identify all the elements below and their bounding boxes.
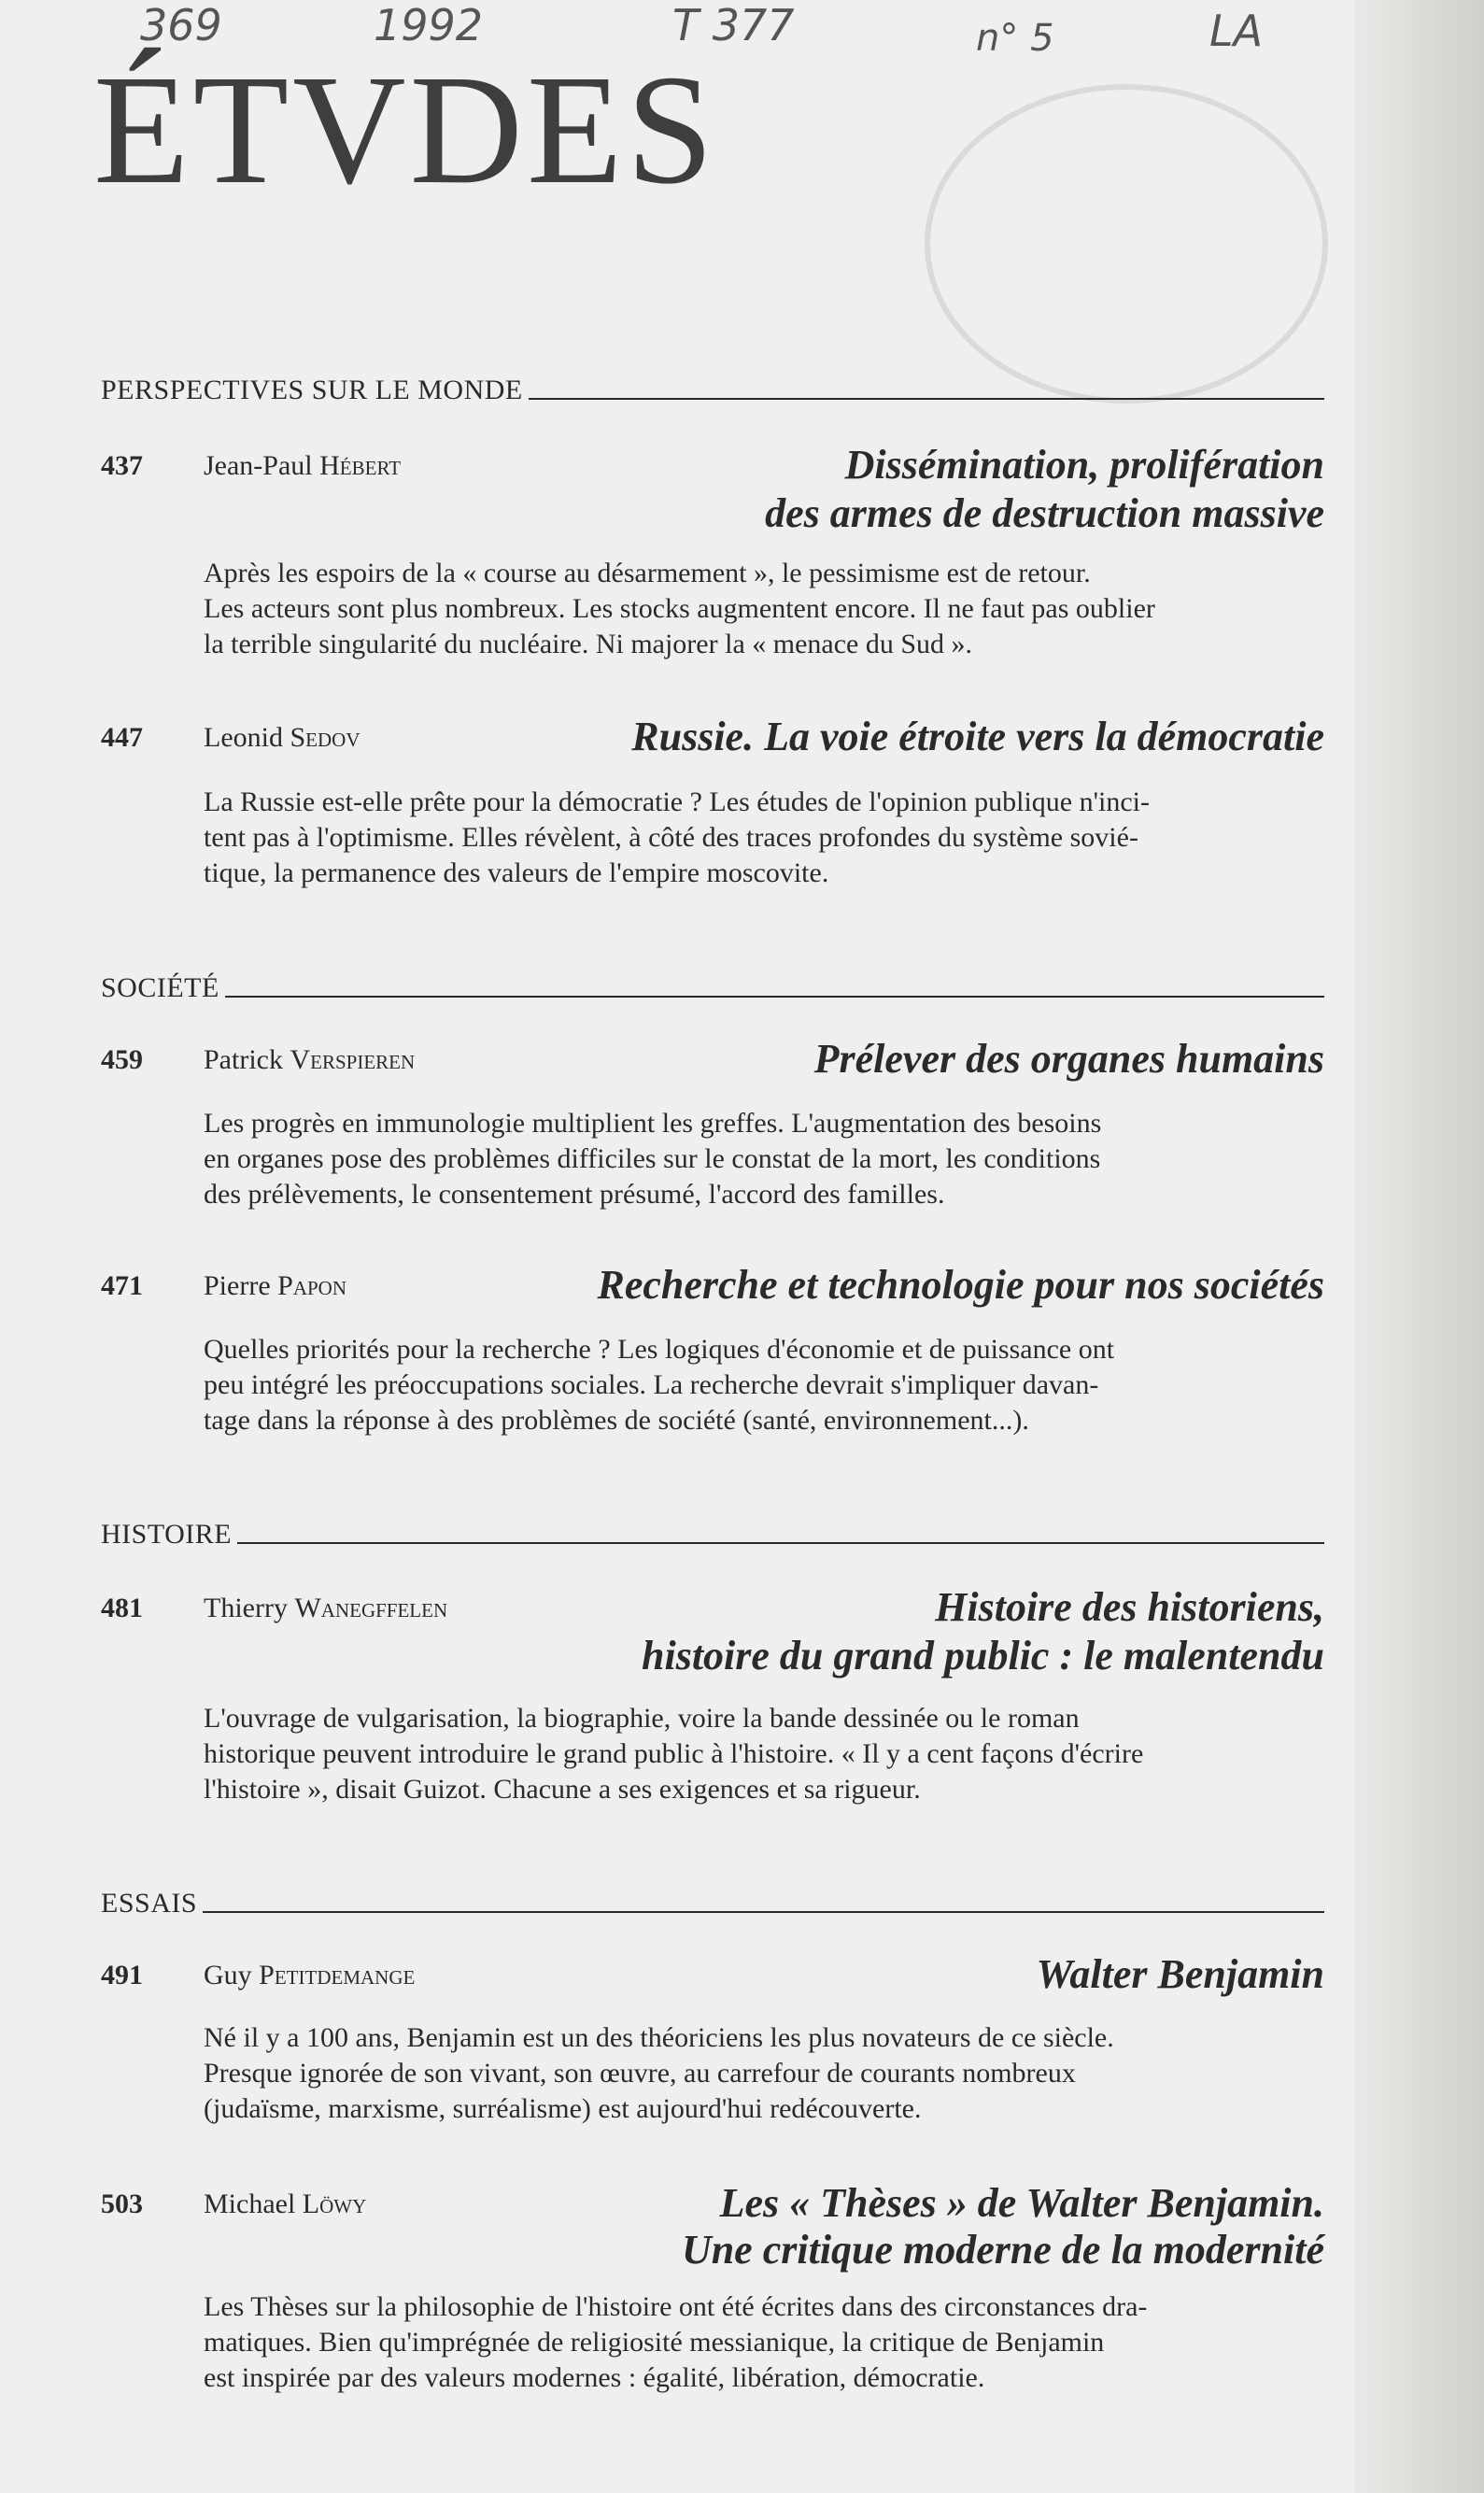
handwritten-tome: T 377 xyxy=(672,0,795,50)
author: Guy Petitdemange xyxy=(204,1960,416,1990)
section-label: SOCIÉTÉ xyxy=(101,972,219,1003)
page-number: 459 xyxy=(101,1044,143,1075)
page-number: 437 xyxy=(101,450,143,481)
page-number: 481 xyxy=(101,1593,143,1623)
article-title: Les « Thèses » de Walter Benjamin. xyxy=(719,2180,1324,2226)
author: Patrick Verspieren xyxy=(204,1044,416,1075)
section-label: PERSPECTIVES SUR LE MONDE xyxy=(101,375,523,405)
author: Thierry Wanegffelen xyxy=(204,1593,448,1623)
author: Jean-Paul Hébert xyxy=(204,450,402,481)
article-summary: La Russie est-elle prête pour la démocratie ? Les études de l'opinion publique n'inci- tent pas à l'optimisme. Elles révèlent, à côté des traces profondes du système sovié- tique, la permanence des valeurs de l'empire moscovite. xyxy=(204,786,1150,888)
section-rule xyxy=(237,1542,1324,1544)
article-title: Histoire des historiens, xyxy=(935,1584,1324,1630)
section-header-essais xyxy=(101,1882,1324,1919)
article-summary: L'ouvrage de vulgarisation, la biographie, voire la bande dessinée ou le roman historique peuvent introduire le grand public à l'histoire. « Il y a cent façons d'écrire l'histoire », disait Guizot. Chacune a ses exigences et sa rigueur. xyxy=(204,1703,1144,1805)
article-summary: Les progrès en immunologie multiplient les greffes. L'augmentation des besoins en organes pose des problèmes difficiles sur le constat de la mort, les conditions des prélèvements, le consentement présumé, l'accord des familles. xyxy=(204,1108,1102,1210)
article-title: Recherche et technologie pour nos sociétés xyxy=(597,1262,1324,1308)
article-title-line-2: des armes de destruction massive xyxy=(765,490,1324,536)
article-title: Russie. La voie étroite vers la démocratie xyxy=(631,714,1324,759)
article-title: Dissémination, prolifération xyxy=(844,442,1324,488)
section-rule xyxy=(203,1911,1324,1913)
author: Pierre Papon xyxy=(204,1270,347,1301)
section-label: HISTOIRE xyxy=(101,1519,233,1550)
page-number: 491 xyxy=(101,1960,143,1990)
section-label: ESSAIS xyxy=(101,1888,198,1919)
section-rule xyxy=(529,398,1324,400)
author: Leonid Sedov xyxy=(204,722,360,753)
article-title: Prélever des organes humains xyxy=(813,1036,1324,1082)
page-number: 447 xyxy=(101,722,143,753)
journal-masthead: ÉTVDES xyxy=(93,43,717,217)
handwritten-number: n° 5 xyxy=(976,17,1054,60)
handwritten-year: 1992 xyxy=(374,0,484,50)
article-summary: Après les espoirs de la « course au désarmement », le pessimisme est de retour. Les acteurs sont plus nombreux. Les stocks augmentent encore. Il ne faut pas oublier la terrible singularité du nucléaire. Ni majorer la « menace du Sud ». xyxy=(204,558,1155,659)
article-summary: Les Thèses sur la philosophie de l'histoire ont été écrites dans des circonstances dra- matiques. Bien qu'imprégnée de religiosité messianique, la critique de Benjamin est inspirée par des valeurs modernes : égalité, libération, démocratie. xyxy=(204,2291,1148,2393)
author: Michael Löwy xyxy=(204,2188,367,2219)
library-stamp xyxy=(925,84,1328,404)
section-header-perspectives xyxy=(101,369,1324,406)
handwritten-corner-mark: LA xyxy=(1209,6,1264,56)
article-summary: Né il y a 100 ans, Benjamin est un des théoriciens les plus novateurs de ce siècle. Presque ignorée de son vivant, son œuvre, au carrefour de courants nombreux (judaïsme, marxisme, surréalisme) est aujourd'hui redécouverte. xyxy=(204,2022,1114,2124)
section-header-societe xyxy=(101,967,1324,1004)
article-title: Walter Benjamin xyxy=(1036,1951,1324,1997)
section-rule xyxy=(225,996,1324,998)
article-summary: Quelles priorités pour la recherche ? Les logiques d'économie et de puissance ont peu intégré les préoccupations sociales. La recherche devrait s'impliquer davan- tage dans la réponse à des problèmes de société (santé, environnement...). xyxy=(204,1334,1115,1436)
page-number: 503 xyxy=(101,2188,143,2219)
article-title-line-2: histoire du grand public : le malentendu xyxy=(642,1633,1324,1679)
section-header-histoire xyxy=(101,1513,1324,1551)
page-number: 471 xyxy=(101,1270,143,1301)
handwritten-vol-mark: 369 xyxy=(140,0,222,50)
article-title-line-2: Une critique moderne de la modernité xyxy=(681,2227,1324,2273)
